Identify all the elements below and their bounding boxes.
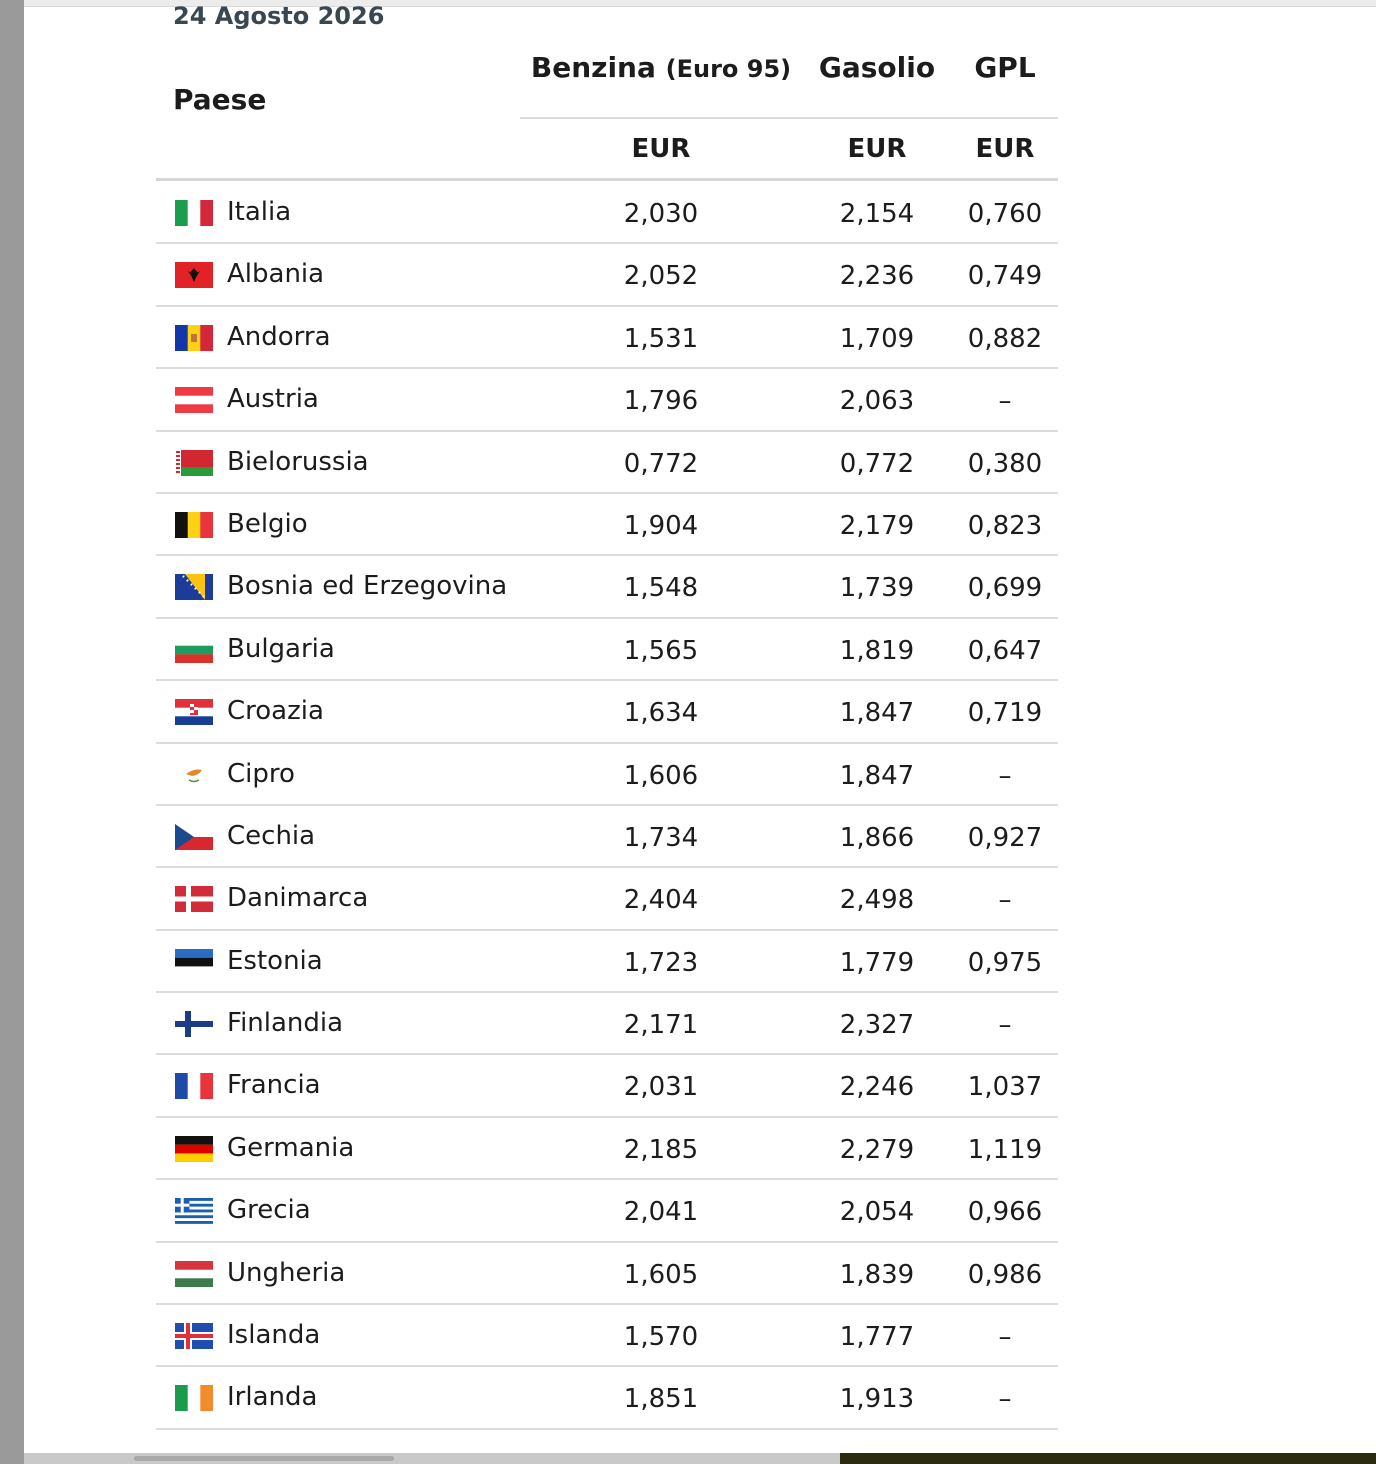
price-gpl: 1,119 xyxy=(967,1134,1043,1165)
flag-iceland-icon xyxy=(175,1323,213,1349)
country-name: Grecia xyxy=(227,1195,311,1226)
table-row xyxy=(156,681,1058,743)
page-date: 24 Agosto 2026 xyxy=(173,2,385,30)
table-row xyxy=(156,868,1058,930)
price-gasolio: 1,779 xyxy=(839,947,915,978)
table-row xyxy=(156,182,1058,244)
header-benzina-label: Benzina xyxy=(530,51,656,84)
price-gasolio: 2,498 xyxy=(839,885,915,916)
price-gpl: 0,760 xyxy=(967,199,1043,229)
unit-gasolio: EUR xyxy=(847,134,907,164)
table-row xyxy=(156,556,1058,618)
price-gasolio: 2,246 xyxy=(839,1072,915,1103)
price-gpl: – xyxy=(998,1010,1012,1041)
table-row xyxy=(156,1305,1058,1367)
flag-belarus-icon xyxy=(175,450,213,476)
flag-austria-icon xyxy=(175,387,213,413)
price-gasolio: 2,279 xyxy=(839,1134,915,1165)
price-gpl: – xyxy=(998,760,1012,791)
flag-belgium-icon xyxy=(175,512,213,538)
price-gasolio: 2,054 xyxy=(839,1197,915,1228)
price-gpl: 0,647 xyxy=(967,635,1043,666)
country-name: Albania xyxy=(227,259,325,290)
price-gpl: 0,380 xyxy=(967,448,1043,479)
country-name: Cipro xyxy=(227,758,295,789)
price-gasolio: 2,327 xyxy=(839,1010,915,1041)
price-gpl: – xyxy=(998,885,1012,916)
header-bottom-divider xyxy=(156,178,1058,181)
country-name: Austria xyxy=(227,384,319,415)
table-row xyxy=(156,432,1058,494)
price-benzina: 1,851 xyxy=(623,1384,699,1415)
flag-finland-icon xyxy=(175,1011,213,1037)
table-row xyxy=(156,244,1058,306)
price-benzina: 1,796 xyxy=(623,386,699,417)
price-gpl: 0,966 xyxy=(967,1197,1043,1228)
price-benzina: 1,634 xyxy=(623,698,699,729)
price-gasolio: 2,063 xyxy=(839,386,915,417)
header-benzina-sub: (Euro 95) xyxy=(665,55,792,83)
price-benzina: 2,030 xyxy=(623,199,699,229)
header-benzina xyxy=(520,48,802,89)
table-row xyxy=(156,1367,1058,1429)
price-gpl: – xyxy=(998,1322,1012,1353)
price-gasolio: 2,179 xyxy=(839,510,915,541)
table-row xyxy=(156,1055,1058,1117)
flag-hungary-icon xyxy=(175,1261,213,1287)
country-name: Francia xyxy=(227,1070,321,1101)
table-row xyxy=(156,369,1058,431)
flag-greece-icon xyxy=(175,1198,213,1224)
flag-france-icon xyxy=(175,1073,213,1099)
price-gpl: 0,975 xyxy=(967,947,1043,978)
flag-bosnia-icon xyxy=(175,574,213,600)
price-benzina: 1,531 xyxy=(623,323,699,354)
price-gpl: 0,719 xyxy=(967,698,1043,729)
flag-andorra-icon xyxy=(175,325,213,351)
country-name: Bielorussia xyxy=(227,446,369,477)
table-row xyxy=(156,1118,1058,1180)
price-benzina: 2,171 xyxy=(623,1010,699,1041)
country-name: Finlandia xyxy=(227,1008,344,1039)
country-name: Ungheria xyxy=(227,1257,346,1288)
country-name: Croazia xyxy=(227,696,324,727)
flag-croatia-icon xyxy=(175,699,213,725)
price-benzina: 2,185 xyxy=(623,1134,699,1165)
country-name: Germania xyxy=(227,1132,355,1163)
flag-ireland-icon xyxy=(175,1385,213,1411)
table-row xyxy=(156,931,1058,993)
price-benzina: 0,772 xyxy=(623,448,699,479)
table-row xyxy=(156,744,1058,806)
country-name: Belgio xyxy=(227,508,308,539)
table-row xyxy=(156,619,1058,681)
flag-estonia-icon xyxy=(175,949,213,975)
flag-italy-icon xyxy=(175,200,213,226)
price-gasolio: 0,772 xyxy=(839,448,915,479)
price-gpl: – xyxy=(998,1384,1012,1415)
price-benzina: 1,570 xyxy=(623,1322,699,1353)
price-benzina: 1,904 xyxy=(623,510,699,541)
price-benzina: 1,605 xyxy=(623,1259,699,1290)
price-gpl: 1,037 xyxy=(967,1072,1043,1103)
country-name: Bulgaria xyxy=(227,633,335,664)
price-gasolio: 1,847 xyxy=(839,760,915,791)
scrollbar-thumb[interactable] xyxy=(134,1456,394,1461)
country-name: Andorra xyxy=(227,321,331,352)
flag-denmark-icon xyxy=(175,886,213,912)
price-gasolio: 2,154 xyxy=(839,199,915,229)
price-gasolio: 1,839 xyxy=(839,1259,915,1290)
price-gpl: 0,823 xyxy=(967,510,1043,541)
table-row xyxy=(156,993,1058,1055)
price-benzina: 1,734 xyxy=(623,822,699,853)
flag-albania-icon xyxy=(175,262,213,288)
price-gasolio: 1,847 xyxy=(839,698,915,729)
price-gpl: 0,699 xyxy=(967,573,1043,604)
country-name: Bosnia ed Erzegovina xyxy=(227,571,508,602)
price-gpl: 0,986 xyxy=(967,1259,1043,1290)
header-gpl: GPL xyxy=(974,51,1036,84)
table-row xyxy=(156,494,1058,556)
price-gpl: – xyxy=(998,386,1012,417)
horizontal-scrollbar[interactable] xyxy=(24,1453,1376,1464)
country-name: Islanda xyxy=(227,1320,321,1351)
taskbar-edge xyxy=(840,1453,1376,1464)
country-name: Danimarca xyxy=(227,883,369,914)
flag-czechia-icon xyxy=(175,824,213,850)
price-gasolio: 1,819 xyxy=(839,635,915,666)
price-benzina: 2,404 xyxy=(623,885,699,916)
table-row xyxy=(156,1180,1058,1242)
flag-germany-icon xyxy=(175,1136,213,1162)
table-row xyxy=(156,307,1058,369)
price-gasolio: 1,913 xyxy=(839,1384,915,1415)
header-country: Paese xyxy=(173,83,267,116)
fuel-price-table xyxy=(156,182,1058,1430)
price-benzina: 1,723 xyxy=(623,947,699,978)
price-gpl: 0,749 xyxy=(967,261,1043,292)
unit-gpl: EUR xyxy=(975,134,1035,164)
country-name: Cechia xyxy=(227,820,316,851)
table-row xyxy=(156,806,1058,868)
country-name: Irlanda xyxy=(227,1382,318,1413)
flag-cyprus-icon xyxy=(175,762,213,788)
window-left-edge xyxy=(0,0,24,1464)
price-benzina: 2,041 xyxy=(623,1197,699,1228)
price-benzina: 1,565 xyxy=(623,635,699,666)
price-gasolio: 1,777 xyxy=(839,1322,915,1353)
country-name: Estonia xyxy=(227,945,323,976)
price-gasolio: 1,709 xyxy=(839,323,915,354)
header-divider xyxy=(520,117,1058,119)
price-gpl: 0,927 xyxy=(967,822,1043,853)
price-gasolio: 1,866 xyxy=(839,822,915,853)
price-benzina: 2,031 xyxy=(623,1072,699,1103)
price-benzina: 2,052 xyxy=(623,261,699,292)
flag-bulgaria-icon xyxy=(175,637,213,663)
price-benzina: 1,548 xyxy=(623,573,699,604)
price-gasolio: 2,236 xyxy=(839,261,915,292)
table-row xyxy=(156,1243,1058,1305)
price-gpl: 0,882 xyxy=(967,323,1043,354)
country-name: Italia xyxy=(227,197,292,227)
price-gasolio: 1,739 xyxy=(839,573,915,604)
header-gasolio: Gasolio xyxy=(818,51,936,84)
price-benzina: 1,606 xyxy=(623,760,699,791)
unit-benzina: EUR xyxy=(631,134,691,164)
